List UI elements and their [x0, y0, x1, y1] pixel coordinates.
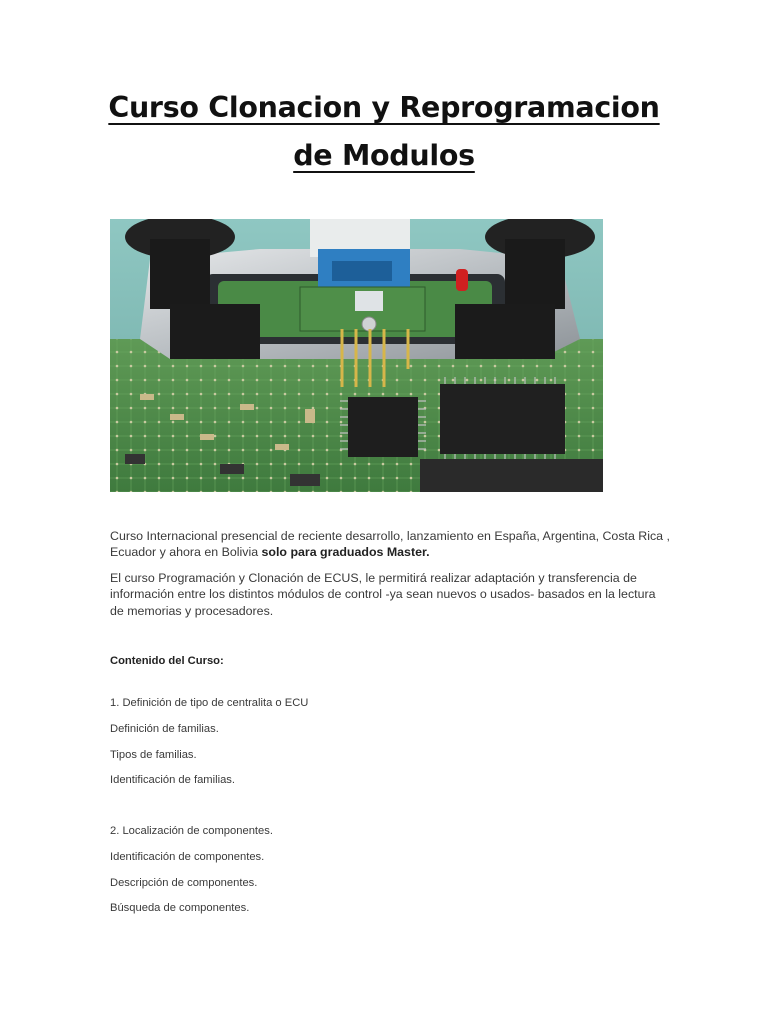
title-line-1: Curso Clonacion y Reprogramacion [108, 91, 660, 124]
section-1-item: Definición de familias. [110, 723, 219, 735]
section-2-item: Descripción de componentes. [110, 877, 258, 889]
intro-paragraph-1-text: Curso Internacional presencial de reciente desarrollo, lanzamiento en España, Argentina, Costa Rica , Ecuador y ahora en Bolivia [110, 529, 670, 560]
contents-heading: Contenido del Curso: [110, 655, 224, 667]
section-1-item: Tipos de familias. [110, 749, 197, 761]
section-2-item: Identificación de componentes. [110, 851, 265, 863]
ecu-board-photo [110, 219, 603, 492]
intro-paragraph-1 [110, 528, 670, 561]
section-2-item: Búsqueda de componentes. [110, 902, 250, 914]
section-1-item: Identificación de familias. [110, 774, 235, 786]
section-1-title: 1. Definición de tipo de centralita o ECU [110, 697, 309, 709]
intro-paragraph-1-bold: solo para graduados Master. [261, 545, 430, 560]
section-2-title: 2. Localización de componentes. [110, 825, 273, 837]
title-line-2: de Modulos [293, 139, 475, 172]
page-title [0, 84, 768, 180]
intro-paragraph-2: El curso Programación y Clonación de ECUS, le permitirá realizar adaptación y transferencia de información entre los distintos módulos de control -ya sean nuevos o usados- basados en la lectura de memorias y procesadores. [110, 571, 656, 618]
circuit-board-photo-icon [110, 219, 603, 492]
